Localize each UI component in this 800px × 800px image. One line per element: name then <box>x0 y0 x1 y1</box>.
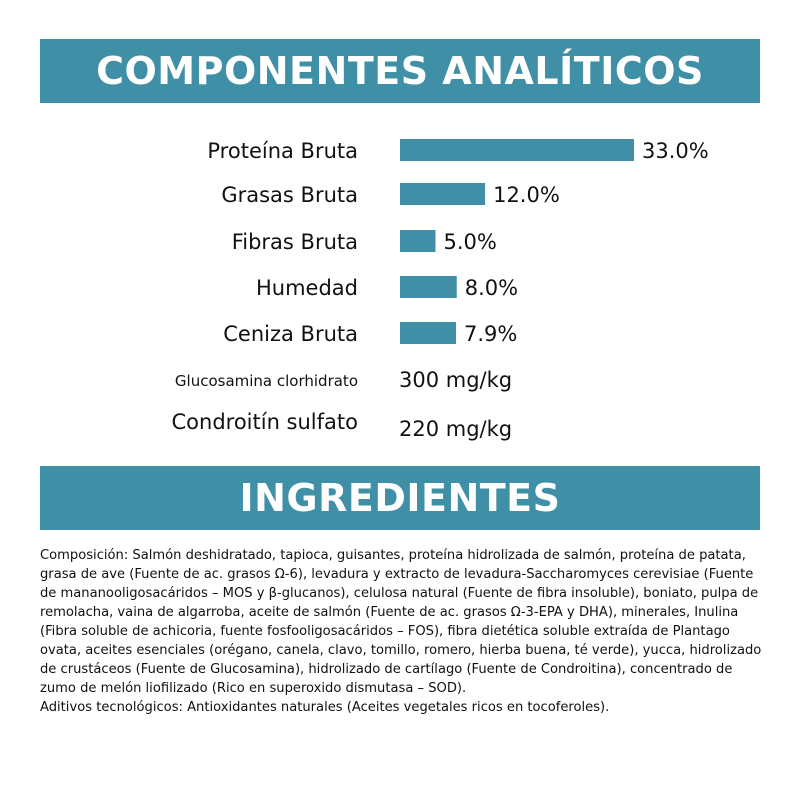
bar <box>400 183 485 205</box>
category-label: Ceniza Bruta <box>223 322 358 346</box>
analytics-title: COMPONENTES ANALÍTICOS <box>96 49 704 93</box>
additives-paragraph: Aditivos tecnológicos: Antioxidantes naturales (Aceites vegetales ricos en tocoferoles). <box>40 700 610 715</box>
composition-paragraph: Composición: Salmón deshidratado, tapioca, guisantes, proteína hidrolizada de salmón, proteína de patata, grasa de ave (Fuente de ac. grasos Ω-6), levadura y extracto de levadura-Saccharomyces cerevisiae (Fuente de mananooligosacáridos – MOS y β-glucanos), celulosa natural (Fuente de fibra insoluble), boniato, pulpa de remolacha, vaina de algarroba, aceite de salmón (Fuente de ac. grasos Ω-3-EPA y DHA), minerales, Inulina (Fibra soluble de achicoria, fuente fosfooligosacáridos – FOS), fibra dietética soluble extraída de Plantago ovata, aceites esenciales (orégano, canela, clavo, tomillo, romero, hierba buena, té verde), yucca, hidrolizado de crustáceos (Fuente de Glucosamina), hidrolizado de cartílago (Fuente de Condroitina), concentrado de zumo de melón liofilizado (Rico en superoxido dismutasa – SOD). <box>40 548 762 696</box>
bar <box>400 276 457 298</box>
value-label: 7.9% <box>464 322 518 346</box>
value-label: 33.0% <box>642 139 709 163</box>
ingredients-banner <box>40 466 760 530</box>
bar <box>400 139 634 161</box>
analytics-bar-chart <box>0 110 800 350</box>
extra-label-glucosamina: Glucosamina clorhidrato <box>174 372 358 390</box>
ingredients-title: INGREDIENTES <box>239 476 561 520</box>
category-label: Proteína Bruta <box>207 139 358 163</box>
extra-value-condroitin: 220 mg/kg <box>399 417 513 441</box>
category-label: Grasas Bruta <box>221 183 358 207</box>
ingredients-text <box>40 546 762 717</box>
bar <box>400 322 456 344</box>
extra-value-glucosamina: 300 mg/kg <box>399 368 513 392</box>
analytics-banner <box>40 39 760 103</box>
extra-label-condroitin: Condroitín sulfato <box>171 410 358 434</box>
category-label: Humedad <box>255 276 358 300</box>
value-label: 12.0% <box>493 183 560 207</box>
bar <box>400 230 435 252</box>
category-label: Fibras Bruta <box>231 230 358 254</box>
value-label: 8.0% <box>464 276 519 300</box>
value-label: 5.0% <box>443 230 497 254</box>
